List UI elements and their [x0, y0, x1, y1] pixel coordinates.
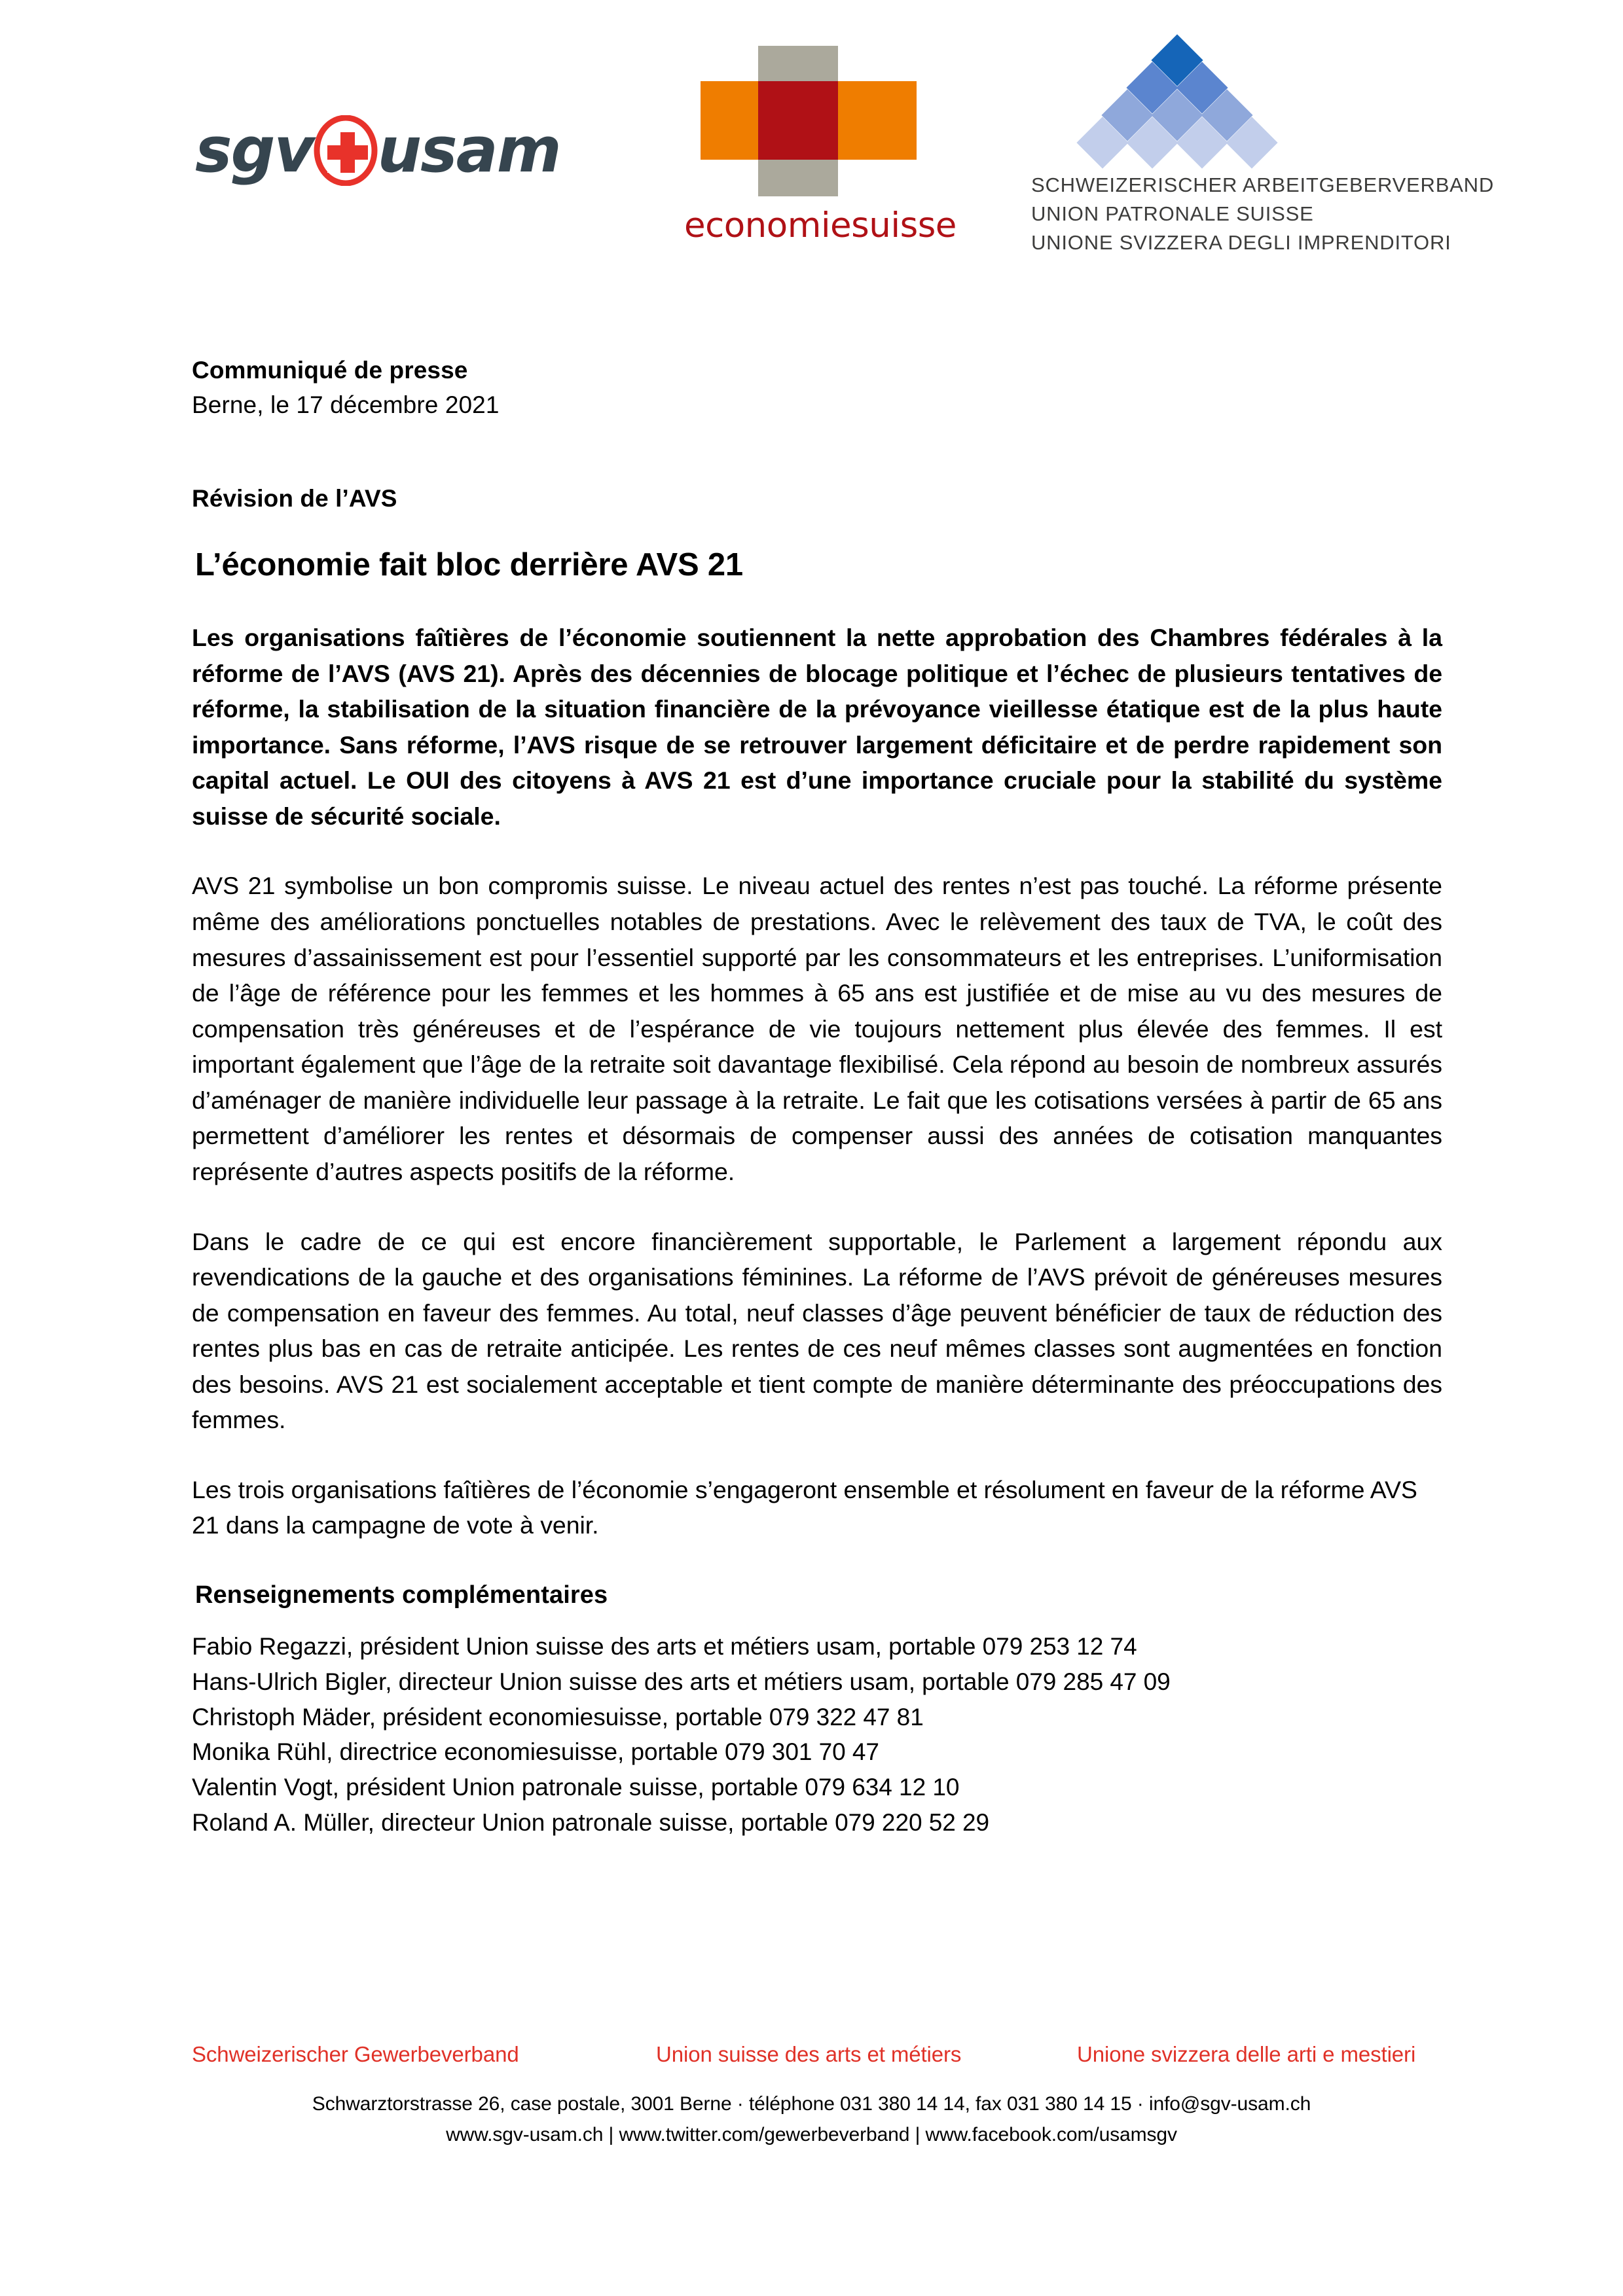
- contact-entry: Roland A. Müller, directeur Union patronale suisse, portable 079 220 52 29: [192, 1809, 990, 1837]
- logo-band: [0, 0, 1623, 288]
- footer-address-line-1: Schwarztorstrasse 26, case postale, 3001 Berne · téléphone 031 380 14 14, fax 031 380 14 15 · info@sgv-usam.ch: [312, 2093, 1311, 2115]
- page-footer: [0, 2042, 1623, 2150]
- logo-employers-association: [1031, 39, 1495, 257]
- logo-economiesuisse: [684, 46, 957, 245]
- body-paragraph-3: Les trois organisations faîtières de l’économie s’engageront ensemble et résolument en faveur de la réforme AVS 21 dans la campagne de vote à venir.: [192, 1475, 1417, 1539]
- contact-entry: Fabio Regazzi, président Union suisse des arts et métiers usam, portable 079 253 12 74: [192, 1633, 1137, 1660]
- economiesuisse-wordmark: economiesuisse: [684, 206, 957, 245]
- body-paragraph-1: AVS 21 symbolise un bon compromis suisse. Le niveau actuel des rentes n’est pas touché. La réforme présente même des améliorations ponctuelles notables de prestations. Avec le relèvement des taux de TVA, le coût des mesures d’assainissement est pour l’essentiel supporté par les consommateurs et les entreprises. L’uniformisation de l’âge de référence pour les femmes et les hommes à 65 ans est justifiée et de mise au vu des mesures de compensation très généreuses et de l’espérance de vie toujours nettement plus élevée des femmes. Il est important également que l’âge de la retraite soit davantage flexibilisé. Cela répond au besoin de nombreux assurés d’aménager de manière individuelle leur passage à la retraite. Le fait que les cotisations versées à partir de 65 ans permettent d’améliorer les rentes et désormais de compenser aussi des années de cotisation manquantes représente d’autres aspects positifs de la réforme.: [192, 872, 1442, 1185]
- footer-address: [0, 2089, 1623, 2150]
- contact-entry: Christoph Mäder, président economiesuisse, portable 079 322 47 81: [192, 1703, 924, 1731]
- page-title: L’économie fait bloc derrière AVS 21: [195, 547, 743, 583]
- contacts-list: [192, 1629, 1442, 1840]
- sgv-wordmark-right: usam: [377, 114, 560, 187]
- sgv-wordmark-left: sgv: [195, 114, 314, 187]
- footer-address-line-2: www.sgv-usam.ch | www.twitter.com/gewerbeverband | www.facebook.com/usamsgv: [446, 2123, 1177, 2145]
- lead-paragraph: Les organisations faîtières de l’économie soutiennent la nette approbation des Chambres fédérales à la réforme de l’AVS (AVS 21). Après des décennies de blocage politique et l’échec de plusieurs tentatives de réforme, la stabilisation de la situation financière de la prévoyance vieillesse étatique est de la plus haute importance. Sans réforme, l’AVS risque de se retrouver largement déficitaire et de perdre rapidement son capital actuel. Le OUI des citoyens à AVS 21 est d’une importance cruciale pour la stabilité du système suisse de sécurité sociale.: [192, 624, 1442, 830]
- association-name-de: SCHWEIZERISCHER ARBEITGEBERVERBAND: [1031, 173, 1495, 196]
- document-body: [192, 353, 1442, 1840]
- economiesuisse-cross-icon: [701, 46, 917, 196]
- footer-org-it: Unione svizzera delle arti e mestieri: [1077, 2042, 1416, 2066]
- article-kicker: Révision de l’AVS: [192, 485, 397, 512]
- body-paragraph-2: Dans le cadre de ce qui est encore financièrement supportable, le Parlement a largement répondu aux revendications de la gauche et des organisations féminines. La réforme de l’AVS prévoit de généreuses mesures de compensation en faveur des femmes. Au total, neuf classes d’âge peuvent bénéficier de taux de réduction des rentes plus bas en cas de retraite anticipée. Les rentes de ces neuf mêmes classes sont augmentées en fonction des besoins. AVS 21 est socialement acceptable et tient compte de manière déterminante des préoccupations des femmes.: [192, 1227, 1442, 1434]
- place-and-date: Berne, le 17 décembre 2021: [192, 391, 500, 418]
- contact-entry: Hans-Ulrich Bigler, directeur Union suisse des arts et métiers usam, portable 079 285 47 09: [192, 1668, 1171, 1695]
- association-name-it: UNIONE SVIZZERA DEGLI IMPRENDITORI: [1031, 231, 1451, 255]
- employers-association-names: [1031, 171, 1495, 257]
- contact-entry: Valentin Vogt, président Union patronale suisse, portable 079 634 12 10: [192, 1774, 960, 1801]
- footer-organisation-names: [0, 2042, 1623, 2072]
- swiss-cross-circle-icon: [310, 115, 381, 186]
- cross-center-square: [758, 81, 838, 160]
- association-name-fr: UNION PATRONALE SUISSE: [1031, 202, 1314, 226]
- contact-entry: Monika Rühl, directrice economiesuisse, portable 079 301 70 47: [192, 1738, 879, 1766]
- document-type-label: Communiqué de presse: [192, 357, 468, 384]
- footer-org-de: Schweizerischer Gewerbeverband: [192, 2042, 519, 2066]
- logo-sgv-usam: [195, 115, 560, 187]
- footer-org-fr: Union suisse des arts et métiers: [656, 2042, 962, 2066]
- diamond-pyramid-icon: [1076, 39, 1279, 160]
- contacts-heading: Renseignements complémentaires: [195, 1581, 608, 1609]
